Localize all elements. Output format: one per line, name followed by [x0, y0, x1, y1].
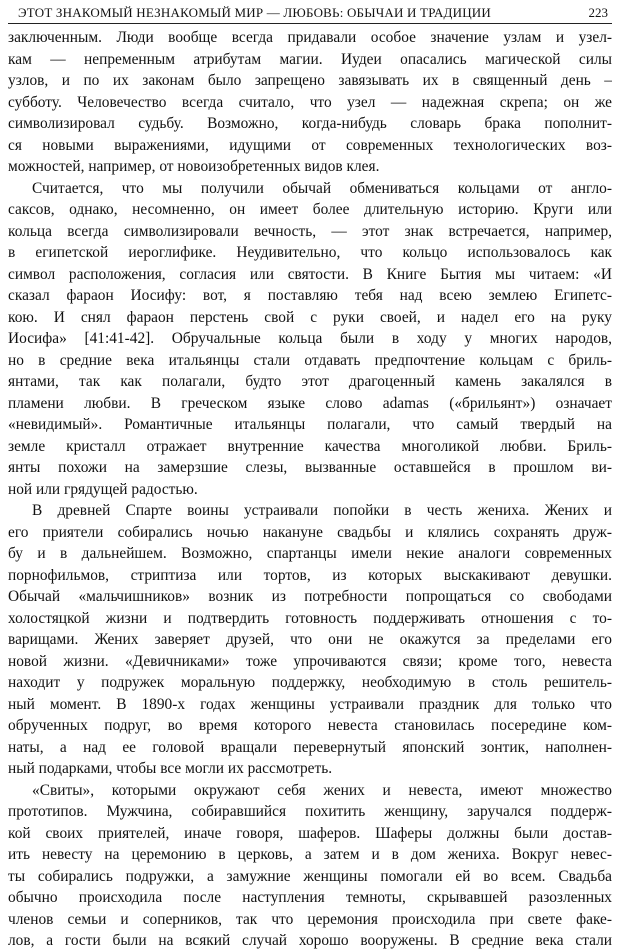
text-line: ной или грядущей радостью. — [8, 480, 198, 498]
text-line: символ расположения, согласия или святости. В Книге Бытия мы читаем: «И — [8, 265, 612, 283]
text-line: символизировал судьбу. Возможно, когда-нибудь словарь брака пополнит- — [8, 115, 612, 132]
text-line: ты собирались подружки, а замужние женщины помогали ей во всем. Свадьба — [8, 867, 612, 885]
text-line: обычно происходила после наступления темноты, скрывавшей разозленных — [8, 889, 612, 906]
text-line: Обычай «мальчишников» возник из потребности попрощаться со свободами — [8, 588, 612, 605]
text-line: обрученных подруг, во время которого невеста становилась посередине ком- — [8, 717, 612, 734]
text-line: узлов, и по их законам было запрещено завязывать их в священный день – — [8, 72, 612, 89]
text-line: варищами. Жених заверяет друзей, что они не окажутся за пределами его — [8, 631, 612, 648]
text-line: можностей, например, от новоизобретенных видов клея. — [8, 158, 380, 175]
text-line: янты похожи на замерзшие слезы, вызванные оставшейся в прошлом ви- — [8, 459, 612, 476]
running-title: ЭТОТ ЗНАКОМЫЙ НЕЗНАКОМЫЙ МИР — ЛЮБОВЬ: ОБЫЧАИ И ТРАДИЦИИ — [18, 5, 491, 20]
text-line: новой жизни. «Девичниками» тоже упрочиваются связи; кроме того, невеста — [8, 652, 612, 670]
text-line: сказал фараон Иосифу: вот, я поставляю тебя над всею землею Египетс- — [8, 287, 612, 304]
text-line: его приятели собирались ночью накануне свадьбы и клялись сохранять друж- — [8, 523, 612, 541]
text-line: Считается, что мы получили обычай обмениваться кольцами от англо- — [32, 179, 612, 197]
text-line: прототипов. Мужчина, собиравшийся похитить женщину, заручался поддерж- — [8, 803, 612, 820]
page-number: 223 — [588, 5, 608, 20]
text-line: Иосифа» [41:41-42]. Обручальные кольца были в ходу у многих народов, — [8, 330, 612, 347]
text-line: порнофильмов, стриптиза или тортов, из которых выскакивают девушки. — [8, 566, 612, 584]
text-line: субботу. Человечество всегда считало, что узел — надежная скрепа; он же — [8, 93, 612, 111]
text-line: находит у подружек моральную поддержку, необходимую в столь решитель- — [8, 674, 612, 691]
text-line: ся новыми выражениями, идущими от современных технологических воз- — [8, 136, 612, 154]
running-header — [8, 5, 612, 24]
text-line: ный момент. В 1890-х годах женщины устраивали праздник для только что — [8, 695, 612, 713]
text-line: земле кристалл отражает внутренние качества многоликой любви. Бриль- — [8, 437, 612, 455]
text-line: пламени любви. В греческом языке слово adamas («брильянт») означает — [8, 394, 612, 412]
text-line: кою. И снял фараон перстень свой с руки своей, и надел его на руку — [8, 308, 612, 326]
text-line: в египетской иероглифике. Неудивительно, что кольцо использовалось как — [8, 244, 612, 261]
body-text — [8, 27, 612, 952]
text-line: «невидимый». Романтичные итальянцы полагали, что самый твердый на — [8, 416, 612, 433]
text-line: саксов, однако, несомненно, он имеет более длительную историю. Круги или — [8, 201, 612, 218]
text-line: кольца всегда символизировали вечность, — этот знак встречается, например, — [8, 222, 612, 240]
text-line: янтами, так как полагали, будто этот драгоценный камень закалялся в — [8, 373, 612, 390]
text-line: ить невесту на церемонию в церковь, а затем и в дом жениха. Вокруг невес- — [8, 846, 612, 863]
text-line: кам — непременным атрибутам магии. Иудеи опасались магической силы — [8, 50, 612, 68]
text-line: ный подарками, чтобы все могли их рассмотреть. — [8, 760, 333, 777]
book-page — [8, 0, 612, 949]
text-line: бу и в дальнейшем. Возможно, спартанцы имели некие аналоги современных — [8, 545, 612, 562]
text-line: кой своих приятелей, иначе говоря, шаферов. Шаферы должны были достав- — [8, 824, 612, 842]
text-line: В древней Спарте воины устраивали попойки в честь жениха. Жених и — [32, 502, 612, 519]
text-line: но в средние века итальянцы стали отдавать предпочтение кольцам с бриль- — [8, 351, 612, 369]
text-line: членов семьи и соперников, так что церемония происходила при свете факе- — [8, 910, 612, 928]
text-line: холостяцкой жизни и подтвердить готовность поддерживать отношения с то- — [8, 609, 612, 627]
text-line: наты, а над ее головой вращали перевернутый японский зонтик, наполнен- — [8, 738, 612, 756]
text-line: «Свиты», которыми окружают себя жених и невеста, имеют множество — [32, 781, 612, 799]
text-line: заключенным. Люди вообще всегда придавали особое значение узлам и узел- — [8, 29, 612, 46]
text-line: лов, а гости были на всякий случай хорошо вооружены. В средние века стали — [8, 932, 612, 949]
